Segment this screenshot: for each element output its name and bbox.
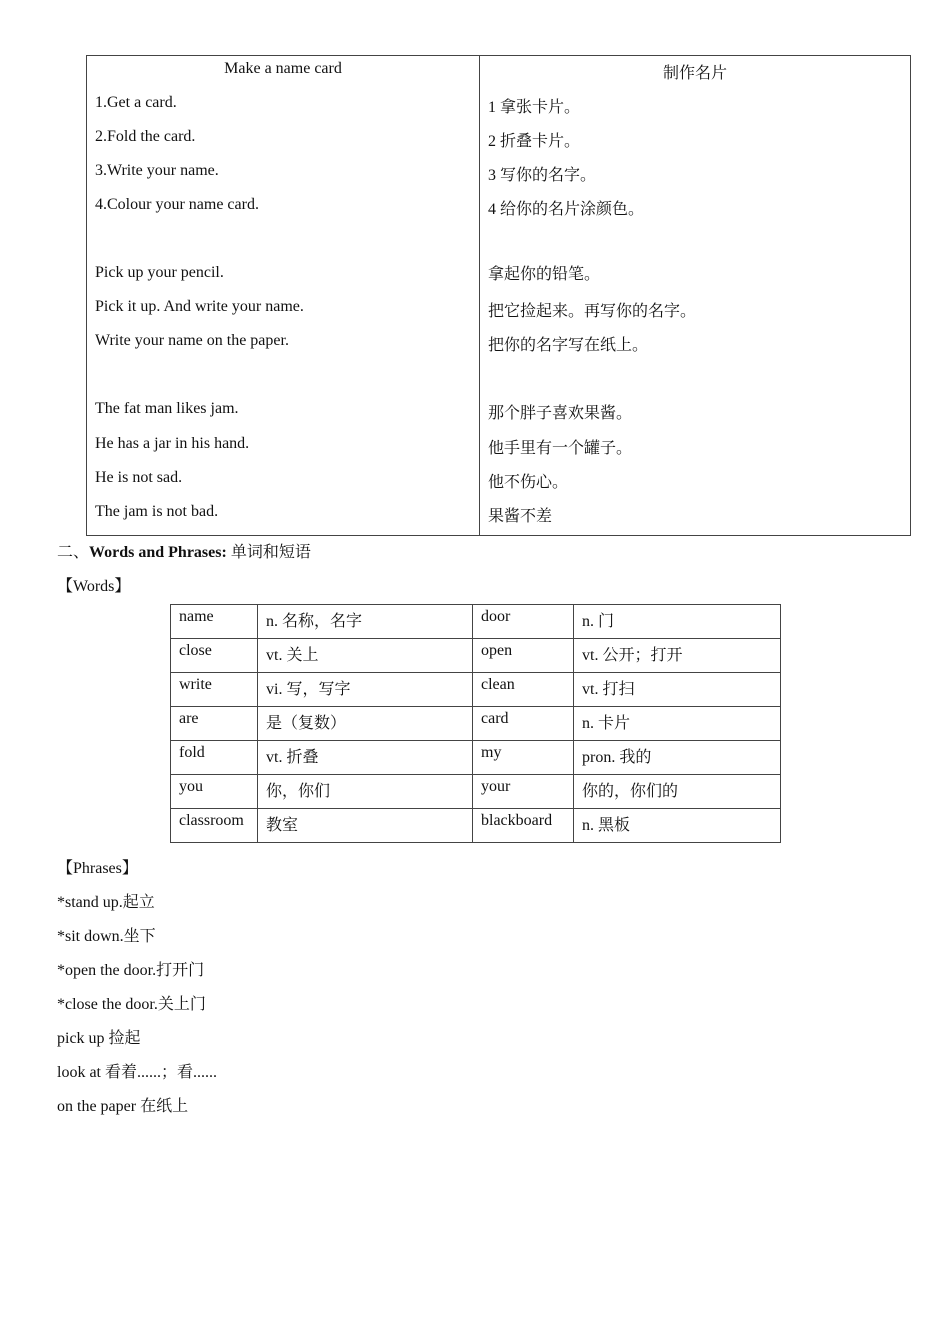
words-table <box>170 604 781 843</box>
chinese-line: 果酱不差 <box>488 508 553 525</box>
table-row <box>171 741 781 775</box>
english-line: He has a jar in his hand. <box>95 435 250 452</box>
meaning-cell: vt. 关上 <box>258 639 473 673</box>
chinese-line: 2 折叠卡片。 <box>488 133 581 150</box>
chinese-line: 拿起你的铅笔。 <box>488 266 601 283</box>
phrases-heading: 【Phrases】 <box>57 860 138 877</box>
phrase-item: *stand up.起立 <box>57 894 155 911</box>
meaning-cell: 你的，你们的 <box>574 775 781 809</box>
chinese-header: 制作名片 <box>662 65 727 82</box>
meaning-cell: vt. 折叠 <box>258 741 473 775</box>
chinese-line: 他不伤心。 <box>488 474 569 491</box>
english-line: Pick it up. And write your name. <box>95 298 304 315</box>
chinese-line: 他手里有一个罐子。 <box>488 440 633 457</box>
meaning-cell: 是（复数） <box>258 707 473 741</box>
word-cell: card <box>473 707 574 741</box>
english-line: 2.Fold the card. <box>95 128 196 145</box>
english-line: 1.Get a card. <box>95 94 177 111</box>
table-row <box>171 809 781 843</box>
english-line: The fat man likes jam. <box>95 400 239 417</box>
meaning-cell: n. 黑板 <box>574 809 781 843</box>
meaning-cell: pron. 我的 <box>574 741 781 775</box>
table-row <box>171 673 781 707</box>
table-row <box>171 707 781 741</box>
word-cell: your <box>473 775 574 809</box>
chinese-line: 把它捡起来。再写你的名字。 <box>488 303 697 320</box>
word-cell: door <box>473 605 574 639</box>
english-line: He is not sad. <box>95 469 183 486</box>
word-cell: are <box>171 707 258 741</box>
meaning-cell: vt. 打扫 <box>574 673 781 707</box>
chinese-line: 把你的名字写在纸上。 <box>488 337 649 354</box>
table-row <box>171 639 781 673</box>
words-heading: 【Words】 <box>57 578 131 595</box>
chinese-line: 1 拿张卡片。 <box>488 99 581 116</box>
meaning-cell: 教室 <box>258 809 473 843</box>
table-row <box>171 775 781 809</box>
section-number: 二、 <box>57 544 90 561</box>
phrase-item: pick up 捡起 <box>57 1030 141 1047</box>
word-cell: classroom <box>171 809 258 843</box>
english-line: The jam is not bad. <box>95 503 219 520</box>
english-line: Write your name on the paper. <box>95 332 289 349</box>
word-cell: write <box>171 673 258 707</box>
meaning-cell: n. 卡片 <box>574 707 781 741</box>
translation-table <box>86 55 911 536</box>
section-title: Words and Phrases: <box>89 544 227 561</box>
meaning-cell: vi. 写，写字 <box>258 673 473 707</box>
chinese-line: 那个胖子喜欢果酱。 <box>488 405 633 422</box>
meaning-cell: 你，你们 <box>258 775 473 809</box>
word-cell: open <box>473 639 574 673</box>
section-subtitle: 单词和短语 <box>226 544 311 561</box>
english-line: Pick up your pencil. <box>95 264 224 281</box>
phrase-item: look at 看着......；看...... <box>57 1064 217 1081</box>
english-line: 4.Colour your name card. <box>95 196 259 213</box>
word-cell: fold <box>171 741 258 775</box>
section-heading <box>57 539 311 562</box>
english-column <box>87 56 480 536</box>
chinese-column <box>480 56 911 536</box>
table-row <box>171 605 781 639</box>
meaning-cell: n. 名称，名字 <box>258 605 473 639</box>
word-cell: you <box>171 775 258 809</box>
phrase-item: *sit down.坐下 <box>57 928 156 945</box>
word-cell: close <box>171 639 258 673</box>
phrase-item: *close the door.关上门 <box>57 996 206 1013</box>
chinese-line: 4 给你的名片涂颜色。 <box>488 201 645 218</box>
english-header: Make a name card <box>224 60 342 77</box>
word-cell: name <box>171 605 258 639</box>
word-cell: my <box>473 741 574 775</box>
word-cell: clean <box>473 673 574 707</box>
phrase-item: *open the door.打开门 <box>57 962 205 979</box>
chinese-line: 3 写你的名字。 <box>488 167 597 184</box>
meaning-cell: n. 门 <box>574 605 781 639</box>
english-line: 3.Write your name. <box>95 162 219 179</box>
phrase-item: on the paper 在纸上 <box>57 1098 189 1115</box>
word-cell: blackboard <box>473 809 574 843</box>
meaning-cell: vt. 公开；打开 <box>574 639 781 673</box>
